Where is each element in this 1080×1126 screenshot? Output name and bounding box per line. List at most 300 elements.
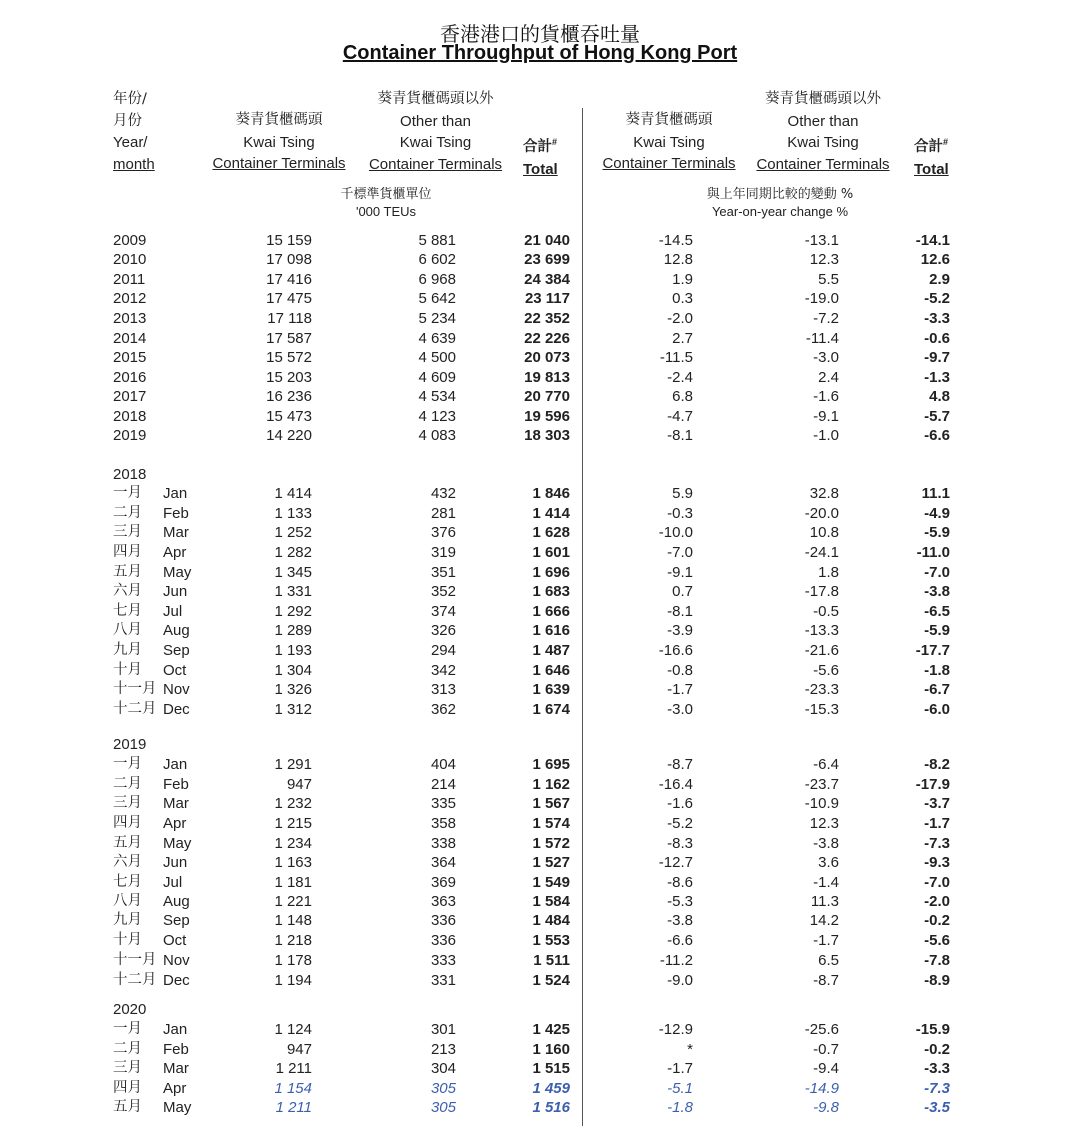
other-value: 305 <box>430 1099 456 1116</box>
unit-teu-zh: 千標準貨櫃單位 <box>340 187 432 202</box>
total-value: 24 384 <box>524 271 570 288</box>
other-change: -23.3 <box>804 681 839 698</box>
other-change: -6.4 <box>813 756 839 773</box>
other-value: 358 <box>430 815 456 832</box>
table-row <box>0 250 1080 269</box>
kwai-tsing-change: -5.3 <box>667 893 693 910</box>
total-change: -5.9 <box>924 524 950 541</box>
kwai-tsing-value: 17 475 <box>266 290 312 307</box>
kwai-tsing-label-en1: Kwai Tsing <box>243 133 315 151</box>
kwai-tsing-change: -1.8 <box>667 1099 693 1116</box>
total-change: -0.6 <box>924 330 950 347</box>
other-change: 1.8 <box>818 564 839 581</box>
total-value: 20 770 <box>524 388 570 405</box>
month-label-en: Apr <box>163 815 187 832</box>
table-row <box>0 270 1080 289</box>
other-change: -0.5 <box>813 603 839 620</box>
other-value: 4 083 <box>418 427 456 444</box>
table-row <box>0 1098 1080 1117</box>
total-change: -7.8 <box>924 952 950 969</box>
kwai-tsing-value: 15 203 <box>266 369 312 386</box>
kwai-tsing-change: -8.1 <box>667 427 693 444</box>
other-value: 374 <box>430 603 456 620</box>
total-change: -6.7 <box>924 681 950 698</box>
month-label-zh: 三月 <box>113 1060 142 1076</box>
total-change: -4.9 <box>924 505 950 522</box>
total-change: -1.3 <box>924 369 950 386</box>
year-label: 2011 <box>113 271 146 288</box>
kwai-tsing-value: 1 304 <box>274 662 312 679</box>
other-change: -1.7 <box>813 932 839 949</box>
total-value: 1 425 <box>532 1021 570 1038</box>
other-change: -21.6 <box>804 642 839 659</box>
kwai-tsing-value: 1 232 <box>274 795 312 812</box>
kwai-tsing-change: -5.1 <box>667 1080 693 1097</box>
kwai-tsing-change: -2.4 <box>667 369 693 386</box>
other-change: -3.0 <box>813 349 839 366</box>
other-value: 338 <box>430 835 456 852</box>
month-label-en: Nov <box>163 681 190 698</box>
kwai-tsing-change: 6.8 <box>672 388 693 405</box>
total-change: -7.3 <box>924 835 950 852</box>
total-value: 22 226 <box>524 330 570 347</box>
kwai-tsing-value: 1 133 <box>274 505 312 522</box>
month-label-en: Jul <box>163 874 183 891</box>
total-change: -0.2 <box>924 1041 950 1058</box>
kwai-tsing-change: -12.7 <box>658 854 693 871</box>
total-value: 1 516 <box>532 1099 570 1116</box>
month-label-en: Feb <box>163 505 189 522</box>
kwai-tsing-change: 5.9 <box>672 485 693 502</box>
month-label-zh: 七月 <box>113 603 142 619</box>
section-year-label: 2020 <box>113 1001 147 1018</box>
total-value: 1 846 <box>532 485 570 502</box>
other-value: 213 <box>430 1041 456 1058</box>
total-value: 1 487 <box>532 642 570 659</box>
other-value: 404 <box>430 756 456 773</box>
kwai-tsing-value: 1 221 <box>274 893 312 910</box>
table-row <box>0 563 1080 582</box>
other-change: -1.6 <box>813 388 839 405</box>
other-value: 363 <box>430 893 456 910</box>
section-year-label: 2019 <box>113 736 147 753</box>
kwai-tsing-value: 1 178 <box>274 952 312 969</box>
month-label-zh: 四月 <box>113 1080 142 1096</box>
total-label-zh: 合計 <box>523 139 552 155</box>
kwai-tsing-change: -10.0 <box>658 524 693 541</box>
total-value: 1 160 <box>532 1041 570 1058</box>
kwai-tsing-change: 12.8 <box>663 251 693 268</box>
other-label-en2: Kwai Tsing <box>399 134 472 151</box>
total-value: 1 646 <box>532 662 570 679</box>
kwai-tsing-change: -3.9 <box>667 622 693 639</box>
total-change: -9.3 <box>924 854 950 871</box>
kwai-tsing-value: 1 289 <box>274 622 312 639</box>
unit-teu-en: '000 TEUs <box>355 204 417 219</box>
year-label: 2015 <box>113 349 147 366</box>
other-change: -24.1 <box>804 544 839 561</box>
kwai-tsing-value: 14 220 <box>266 427 312 444</box>
total-change: -6.5 <box>924 603 950 620</box>
other-value: 301 <box>430 1021 456 1038</box>
month-label-zh: 八月 <box>113 622 142 638</box>
table-row <box>0 661 1080 680</box>
other-change: -1.4 <box>813 874 839 891</box>
table-row <box>0 755 1080 774</box>
table-row <box>0 641 1080 660</box>
other-change: 6.5 <box>818 952 839 969</box>
table-row <box>0 873 1080 892</box>
total-value: 1 527 <box>532 854 570 871</box>
total-value: 1 628 <box>532 524 570 541</box>
total-value: 1 601 <box>532 544 570 561</box>
total-change: -3.5 <box>924 1099 950 1116</box>
table-row <box>0 309 1080 328</box>
table-row <box>0 794 1080 813</box>
total-change: 12.6 <box>920 251 950 268</box>
total-value: 1 639 <box>532 681 570 698</box>
total-value: 23 699 <box>524 251 570 268</box>
kwai-tsing-change: -8.1 <box>667 603 693 620</box>
month-label-zh: 十一月 <box>113 952 157 968</box>
total-change: -3.7 <box>924 795 950 812</box>
month-label-en: May <box>163 564 192 581</box>
kwai-tsing-value: 1 193 <box>274 642 312 659</box>
kwai-tsing-value: 1 292 <box>274 603 312 620</box>
other-value: 326 <box>430 622 456 639</box>
total-value: 1 549 <box>532 874 570 891</box>
kwai-tsing-change: -14.5 <box>658 232 693 249</box>
title-chinese: 香港港口的貨櫃吞吐量 <box>440 22 640 46</box>
other-value: 376 <box>430 524 456 541</box>
kwai-tsing-value: 1 345 <box>274 564 312 581</box>
total-value: 1 666 <box>532 603 570 620</box>
kwai-tsing-value: 1 414 <box>274 485 312 502</box>
month-label-zh: 六月 <box>113 854 142 870</box>
total-change: -1.8 <box>924 662 950 679</box>
kwai-tsing-value: 1 218 <box>274 932 312 949</box>
total-value: 22 352 <box>524 310 570 327</box>
total-value: 1 616 <box>532 622 570 639</box>
kwai-tsing-change: -16.4 <box>658 776 693 793</box>
other-value: 4 534 <box>418 388 456 405</box>
table-row <box>0 1059 1080 1078</box>
other-change: 5.5 <box>818 271 839 288</box>
table-row <box>0 289 1080 308</box>
kwai-tsing-change: -1.7 <box>667 681 693 698</box>
total-value: 1 553 <box>532 932 570 949</box>
other-value: 5 642 <box>418 290 456 307</box>
month-label-zh: 二月 <box>113 776 142 792</box>
kwai-tsing-value: 1 148 <box>274 912 312 929</box>
month-label-zh: 十二月 <box>113 701 157 717</box>
total-change: -9.7 <box>924 349 950 366</box>
other-change: 12.3 <box>809 251 839 268</box>
kwai-tsing-value: 1 124 <box>274 1021 312 1038</box>
title-english: Container Throughput of Hong Kong Port <box>342 42 738 64</box>
table-row <box>0 814 1080 833</box>
total-value: 20 073 <box>524 349 570 366</box>
total-change: -5.6 <box>924 932 950 949</box>
kwai-tsing-value: 1 282 <box>274 544 312 561</box>
other-value: 319 <box>430 544 456 561</box>
year-label: 2019 <box>113 427 147 444</box>
kwai-tsing-value: 15 572 <box>266 349 312 366</box>
kwai-tsing-value: 1 252 <box>274 524 312 541</box>
month-label-zh: 三月 <box>113 795 142 811</box>
kwai-tsing-change: -9.0 <box>667 972 693 989</box>
month-label-zh: 二月 <box>113 505 142 521</box>
other-value: 5 234 <box>418 310 456 327</box>
total-change: -17.9 <box>915 776 950 793</box>
other-value: 281 <box>430 505 456 522</box>
other-label-zh: 葵青貨櫃碼頭以外 <box>377 91 494 107</box>
section-year-row <box>0 735 1080 754</box>
total-value: 1 683 <box>532 583 570 600</box>
total-change: 4.8 <box>929 388 950 405</box>
total-value: 1 459 <box>532 1080 570 1097</box>
kwai-tsing-change-label-en1: Kwai Tsing <box>633 133 705 151</box>
table-row <box>0 231 1080 250</box>
other-change: -20.0 <box>804 505 839 522</box>
other-change: -5.6 <box>813 662 839 679</box>
month-label-en: Feb <box>163 776 189 793</box>
other-value: 4 639 <box>418 330 456 347</box>
month-label-en: Jul <box>163 603 183 620</box>
month-label-en: Jan <box>163 756 188 773</box>
year-label: 2016 <box>113 369 147 386</box>
month-label-en: month <box>113 155 155 173</box>
kwai-tsing-change: -4.7 <box>667 408 693 425</box>
kwai-tsing-change: -8.3 <box>667 835 693 852</box>
other-change-label-zh: 葵青貨櫃碼頭以外 <box>765 91 881 107</box>
total-change-footnote-mark: # <box>943 137 949 147</box>
other-value: 6 968 <box>418 271 456 288</box>
total-value: 1 511 <box>533 952 570 969</box>
other-change: -19.0 <box>804 290 839 307</box>
kwai-tsing-change-label-en2: Container Terminals <box>602 155 736 172</box>
other-value: 432 <box>430 485 456 502</box>
table-row <box>0 602 1080 621</box>
other-value: 294 <box>430 642 456 659</box>
month-label-zh: 六月 <box>113 583 142 599</box>
month-label-en: Sep <box>163 642 190 659</box>
month-label-en: Mar <box>163 795 189 812</box>
month-label-en: May <box>163 835 192 852</box>
month-label-zh: 十二月 <box>113 972 157 988</box>
kwai-tsing-change: -7.0 <box>667 544 693 561</box>
kwai-tsing-value: 1 154 <box>274 1080 312 1097</box>
other-value: 333 <box>430 952 456 969</box>
other-change: -25.6 <box>804 1021 839 1038</box>
total-value: 19 813 <box>524 369 570 386</box>
other-change: 11.3 <box>810 893 839 910</box>
other-value: 335 <box>430 795 456 812</box>
table-row <box>0 1040 1080 1059</box>
kwai-tsing-value: 1 312 <box>274 701 312 718</box>
month-label-zh: 十一月 <box>113 681 157 697</box>
total-value: 1 515 <box>532 1060 570 1077</box>
total-change: -7.0 <box>924 874 950 891</box>
month-label-zh: 五月 <box>113 564 142 580</box>
kwai-tsing-value: 1 234 <box>274 835 312 852</box>
table-row <box>0 621 1080 640</box>
total-change: -6.6 <box>924 427 950 444</box>
other-value: 313 <box>430 681 456 698</box>
other-change: -9.8 <box>813 1099 839 1116</box>
other-change: 3.6 <box>818 854 839 871</box>
other-label-en3: Container Terminals <box>368 155 503 173</box>
total-change: -17.7 <box>915 642 950 659</box>
other-value: 362 <box>430 701 456 718</box>
total-label-en: Total <box>523 160 558 178</box>
total-change: -7.3 <box>924 1080 950 1097</box>
other-change-label-en2: Kwai Tsing <box>787 134 859 151</box>
other-change: 2.4 <box>818 369 839 386</box>
other-change: -7.2 <box>813 310 839 327</box>
month-label-zh: 一月 <box>113 485 142 501</box>
other-value: 304 <box>430 1060 456 1077</box>
kwai-tsing-value: 17 118 <box>267 310 312 327</box>
month-label-zh: 八月 <box>113 893 142 909</box>
month-label-en: Aug <box>163 893 190 910</box>
month-label-en: Oct <box>163 662 187 679</box>
kwai-tsing-change: 1.9 <box>672 271 693 288</box>
kwai-tsing-change: -0.8 <box>667 662 693 679</box>
total-change: -7.0 <box>924 564 950 581</box>
section-year-label: 2018 <box>113 466 147 483</box>
month-label-zh: 一月 <box>113 756 142 772</box>
other-value: 336 <box>430 932 456 949</box>
total-value: 18 303 <box>524 427 570 444</box>
month-label-en: Jun <box>163 854 188 871</box>
month-label-en: Jan <box>163 1021 188 1038</box>
month-label-en: Aug <box>163 622 190 639</box>
other-change: -3.8 <box>813 835 839 852</box>
table-row <box>0 951 1080 970</box>
table-row <box>0 368 1080 387</box>
month-label-en: Mar <box>163 1060 189 1077</box>
other-change: 32.8 <box>809 485 839 502</box>
total-change: -8.9 <box>924 972 950 989</box>
table-row <box>0 523 1080 542</box>
kwai-tsing-label-en2: Container Terminals <box>212 155 346 172</box>
kwai-tsing-change: * <box>687 1041 693 1058</box>
table-row <box>0 680 1080 699</box>
kwai-tsing-change: -9.1 <box>667 564 693 581</box>
other-change: -9.4 <box>813 1060 839 1077</box>
month-label-en: Jun <box>163 583 188 600</box>
other-change: -15.3 <box>804 701 839 718</box>
total-change: 11.1 <box>921 485 950 502</box>
month-label-en: Dec <box>163 972 190 989</box>
kwai-tsing-label-zh: 葵青貨櫃碼頭 <box>235 112 323 128</box>
total-value: 1 484 <box>532 912 570 929</box>
table-row <box>0 582 1080 601</box>
year-label: 2009 <box>113 232 147 249</box>
table-row <box>0 892 1080 911</box>
other-value: 4 500 <box>418 349 456 366</box>
total-change: 2.9 <box>929 271 950 288</box>
total-change: -6.0 <box>924 701 950 718</box>
kwai-tsing-change: -11.5 <box>659 349 693 366</box>
table-row <box>0 853 1080 872</box>
kwai-tsing-change: 0.7 <box>672 583 693 600</box>
total-value: 1 674 <box>532 701 570 718</box>
table-row <box>0 700 1080 719</box>
total-change-label-zh: 合計 <box>914 139 943 155</box>
other-value: 4 609 <box>418 369 456 386</box>
other-change: -13.1 <box>804 232 839 249</box>
table-row <box>0 329 1080 348</box>
year-label-en: Year/ <box>113 134 148 151</box>
total-change: -14.1 <box>915 232 950 249</box>
kwai-tsing-change: -8.6 <box>667 874 693 891</box>
kwai-tsing-value: 1 181 <box>274 874 312 891</box>
table-row <box>0 775 1080 794</box>
month-label-zh: 四月 <box>113 815 142 831</box>
other-value: 369 <box>430 874 456 891</box>
month-label-en: Oct <box>163 932 187 949</box>
kwai-tsing-change: -1.7 <box>667 1060 693 1077</box>
month-label-zh: 一月 <box>113 1021 142 1037</box>
kwai-tsing-change: 0.3 <box>672 290 693 307</box>
month-label-en: Feb <box>163 1041 189 1058</box>
kwai-tsing-value: 947 <box>286 1041 312 1058</box>
total-value: 1 695 <box>532 756 570 773</box>
other-change: 12.3 <box>809 815 839 832</box>
total-value: 23 117 <box>524 290 570 307</box>
total-value: 19 596 <box>524 408 570 425</box>
other-label-en1: Other than <box>400 112 471 130</box>
kwai-tsing-change-label-zh: 葵青貨櫃碼頭 <box>625 112 713 128</box>
table-row <box>0 426 1080 445</box>
kwai-tsing-value: 17 587 <box>266 330 312 347</box>
month-label-en: Mar <box>163 524 189 541</box>
kwai-tsing-value: 947 <box>286 776 312 793</box>
other-value: 352 <box>430 583 456 600</box>
kwai-tsing-value: 16 236 <box>266 388 312 405</box>
month-label-en: Jan <box>163 485 188 502</box>
month-label-en: Apr <box>163 544 187 561</box>
kwai-tsing-value: 17 098 <box>266 251 312 268</box>
other-change: 10.8 <box>809 524 839 541</box>
table-row <box>0 348 1080 367</box>
total-value: 1 572 <box>532 835 570 852</box>
month-label-en: Dec <box>163 701 190 718</box>
total-change: -5.2 <box>924 290 950 307</box>
kwai-tsing-value: 1 211 <box>275 1060 312 1077</box>
total-footnote-mark: # <box>552 137 558 147</box>
other-value: 214 <box>430 776 456 793</box>
month-label-en: May <box>163 1099 192 1116</box>
month-label-zh: 九月 <box>113 642 142 658</box>
kwai-tsing-change: -16.6 <box>658 642 693 659</box>
other-change: -17.8 <box>804 583 839 600</box>
other-change: 14.2 <box>809 912 839 929</box>
total-change: -5.7 <box>924 408 950 425</box>
table-row <box>0 407 1080 426</box>
kwai-tsing-change: -2.0 <box>667 310 693 327</box>
total-change: -2.0 <box>924 893 950 910</box>
month-label-zh: 九月 <box>113 912 142 928</box>
total-value: 1 524 <box>532 972 570 989</box>
month-label-zh: 七月 <box>113 874 142 890</box>
total-change: -3.3 <box>924 1060 950 1077</box>
unit-change-en: Year-on-year change % <box>711 204 849 219</box>
table-row <box>0 1020 1080 1039</box>
other-change: -14.9 <box>804 1080 839 1097</box>
